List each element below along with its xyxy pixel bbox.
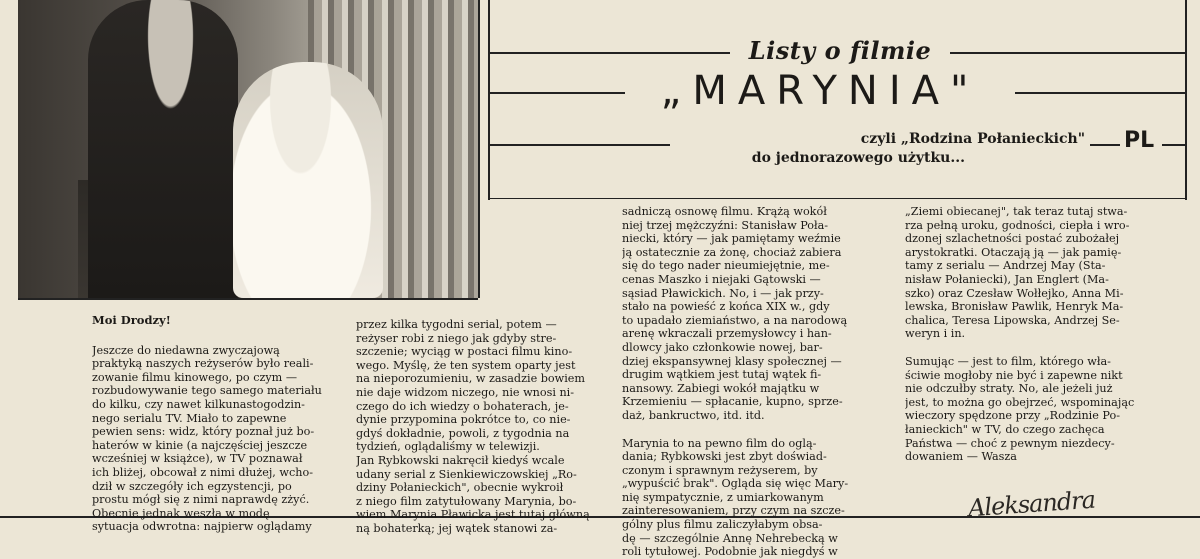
text-line: stało na powieść z końca XIX w., gdy xyxy=(622,300,830,314)
text-line: nansowy. Zabiegi wokół majątku w xyxy=(622,381,820,395)
text-line: zainteresowaniem, przy czym na szcze- xyxy=(622,504,845,518)
film-still-photo xyxy=(18,0,478,300)
text-line: Jan Rybkowski nakręcił kiedyś wcale xyxy=(356,453,565,467)
paragraph-gap xyxy=(622,423,894,437)
text-line: dziny Połanieckich", obecnie wykroił xyxy=(356,481,564,495)
text-line: roli tytułowej. Podobnie jak niegdyś w xyxy=(622,545,838,559)
text-line: wcześniej w książce), w TV poznawał xyxy=(92,452,303,466)
text-line: udany serial z Sienkiewiczowskiej „Ro- xyxy=(356,467,577,481)
text-line: lewska, Bronisław Pawlik, Henryk Ma- xyxy=(905,300,1124,314)
text-line: pewien sens: widz, który poznał już bo- xyxy=(92,425,315,439)
text-line: nego serialu TV. Miało to zapewne xyxy=(92,411,287,425)
text-line: szko) oraz Czesław Wołłejko, Anna Mi- xyxy=(905,286,1124,300)
text-line: rza pełną uroku, godności, ciepła i wro- xyxy=(905,218,1130,232)
title-rule-right xyxy=(1015,92,1185,94)
article-title: „MARYNIA" xyxy=(660,68,980,114)
text-line: dynie przypomina pokrótce to, co nie- xyxy=(356,413,571,427)
text-line: gólny plus filmu zaliczyłabym obsa- xyxy=(622,518,823,532)
text-line: sąsiad Pławickich. No, i — jak przy- xyxy=(622,286,824,300)
text-line: haterów w kinie (a najczęściej jeszcze xyxy=(92,438,308,452)
text-line: dziej ekspansywnej klasy społecznej — xyxy=(622,354,842,368)
text-line: do kilku, czy nawet kilkunastogodzin- xyxy=(92,397,305,411)
subtitle-line-1: czyli „Rodzina Połanieckich" xyxy=(860,131,1085,147)
text-line: praktyką naszych reżyserów było reali- xyxy=(92,357,314,371)
photo-frame-right xyxy=(478,0,480,298)
author-initials: PL xyxy=(1124,128,1155,153)
text-line: sytuacja odwrotna: najpierw oglądamy xyxy=(92,520,312,534)
text-column-3 xyxy=(622,205,894,559)
text-line: nisław Połaniecki), Jan Englert (Ma- xyxy=(905,272,1109,286)
text-line: niecki, który — jak pamiętamy weźmie xyxy=(622,232,841,246)
text-line: „Ziemi obiecanej", tak teraz tutaj stwa- xyxy=(905,205,1128,218)
text-line: Marynia to na pewno film do oglą- xyxy=(622,436,817,450)
text-line: prostu mógł się z nimi naprawdę zżyć. xyxy=(92,493,310,507)
text-line: sadniczą osnowę filmu. Krążą wokół xyxy=(622,205,827,218)
header-divider-right xyxy=(1185,0,1187,200)
text-line: cenas Maszko i niejaki Gątowski — xyxy=(622,272,821,286)
text-line: tamy z serialu — Andrzej May (Sta- xyxy=(905,259,1106,273)
text-line: dlowcy jako członkowie nowej, bar- xyxy=(622,340,823,354)
text-line: jest, to można go obejrzeć, wspominając xyxy=(905,395,1135,409)
text-line: Krzemieniu — spłacanie, kupno, sprze- xyxy=(622,395,843,409)
text-line: chalica, Teresa Lipowska, Andrzej Se- xyxy=(905,313,1120,327)
text-line: nie daje widzom niczego, nie wnosi ni- xyxy=(356,385,575,399)
text-line: przez kilka tygodni serial, potem — xyxy=(356,318,557,331)
subtitle-rule-left xyxy=(490,144,670,146)
text-line: ją ostatecznie za żonę, chociaż zabiera xyxy=(622,245,842,259)
text-line: drugim wątkiem jest tutaj wątek fi- xyxy=(622,368,822,382)
text-line: dził w szczegóły ich egzystencji, po xyxy=(92,479,292,493)
text-line: dania; Rybkowski jest zbyt doświad- xyxy=(622,450,827,464)
text-line: czego do ich wiedzy o bohaterach, je- xyxy=(356,399,569,413)
header-divider-left xyxy=(488,0,490,200)
text-line: ściwie mogłoby nie być i zapewne nikt xyxy=(905,368,1123,382)
text-line: na nieporozumieniu, w zasadzie bowiem xyxy=(356,372,586,386)
text-line: ich bliżej, obcował z nimi dłużej, wcho- xyxy=(92,465,313,479)
text-line: reżyser robi z niego jak gdyby stre- xyxy=(356,331,557,345)
actress-figure xyxy=(233,62,383,298)
text-column-4 xyxy=(905,205,1183,464)
text-line: weryn i in. xyxy=(905,327,966,341)
text-line: nie odczułby straty. No, ale jeżeli już xyxy=(905,382,1113,396)
section-kicker: Listy o filmie xyxy=(748,36,932,65)
text-line: to upadało ziemiaństwo, a na narodową xyxy=(622,313,848,327)
paragraph-gap xyxy=(905,341,1183,355)
text-line: ną bohaterką; jej wątek stanowi za- xyxy=(356,521,558,535)
actor-figure xyxy=(88,0,238,298)
text-line: wieczory spędzone przy „Rodzinie Po- xyxy=(905,409,1121,423)
text-line: niej trzej mężczyźni: Stanisław Poła- xyxy=(622,218,829,232)
header-bottom-rule xyxy=(490,198,1187,199)
text-line: arenę wkraczali przemysłowcy i han- xyxy=(622,327,832,341)
article-subtitle xyxy=(655,130,1085,168)
text-line: szczenie; wyciąg w postaci filmu kino- xyxy=(356,345,573,359)
text-line: się do tego nader nieumiejętnie, me- xyxy=(622,259,830,273)
text-line: „wypuścić brak". Ogląda się więc Mary- xyxy=(622,477,849,491)
text-line: nię sympatycznie, z umiarkowanym xyxy=(622,490,824,504)
text-line: dzonej szlachetności postać zubożałej xyxy=(905,232,1120,246)
text-line: Państwa — choć z pewnym niezdecy- xyxy=(905,436,1115,450)
subtitle-line-2: do jednorazowego użytku... xyxy=(751,150,965,166)
text-column-1 xyxy=(92,314,332,534)
text-line: dę — szczególnie Annę Nehrebecką w xyxy=(622,531,838,545)
kicker-rule-left xyxy=(490,52,730,54)
text-line: Sumując — jest to film, którego wła- xyxy=(905,354,1111,368)
subtitle-rule-right xyxy=(1090,144,1120,146)
text-line: arystokratki. Otaczają ją — jak pamię- xyxy=(905,245,1122,259)
title-rule-left xyxy=(490,92,625,94)
kicker-rule-right xyxy=(950,52,1185,54)
text-line: czonym i sprawnym reżyserem, by xyxy=(622,463,818,477)
text-line: rozbudowywanie tego samego materiału xyxy=(92,384,322,398)
text-line: z niego film zatytułowany Marynia, bo- xyxy=(356,494,577,508)
text-line: łanieckich" w TV, do czego zachęca xyxy=(905,422,1105,436)
text-line: Jeszcze do niedawna zwyczajową xyxy=(92,343,280,357)
handwritten-signature: Aleksandra xyxy=(967,485,1096,523)
text-line: wiem Marynia Pławicka jest tutaj główną xyxy=(356,508,590,522)
subtitle-rule-end xyxy=(1162,144,1185,146)
text-line: tydzień, oglądaliśmy w telewizji. xyxy=(356,440,540,454)
text-line: wego. Myślę, że ten system oparty jest xyxy=(356,358,576,372)
text-line: gdyś dokładnie, powoli, z tygodnia na xyxy=(356,426,570,440)
greeting: Moi Drodzy! xyxy=(92,313,171,327)
text-line: Obecnie jednak weszła w modę xyxy=(92,506,270,520)
text-line: zowanie filmu kinowego, po czym — xyxy=(92,370,298,384)
text-line: daż, bankructwo, itd. itd. xyxy=(622,408,765,422)
text-line: dowaniem — Wasza xyxy=(905,450,1017,464)
text-column-2 xyxy=(356,318,604,536)
